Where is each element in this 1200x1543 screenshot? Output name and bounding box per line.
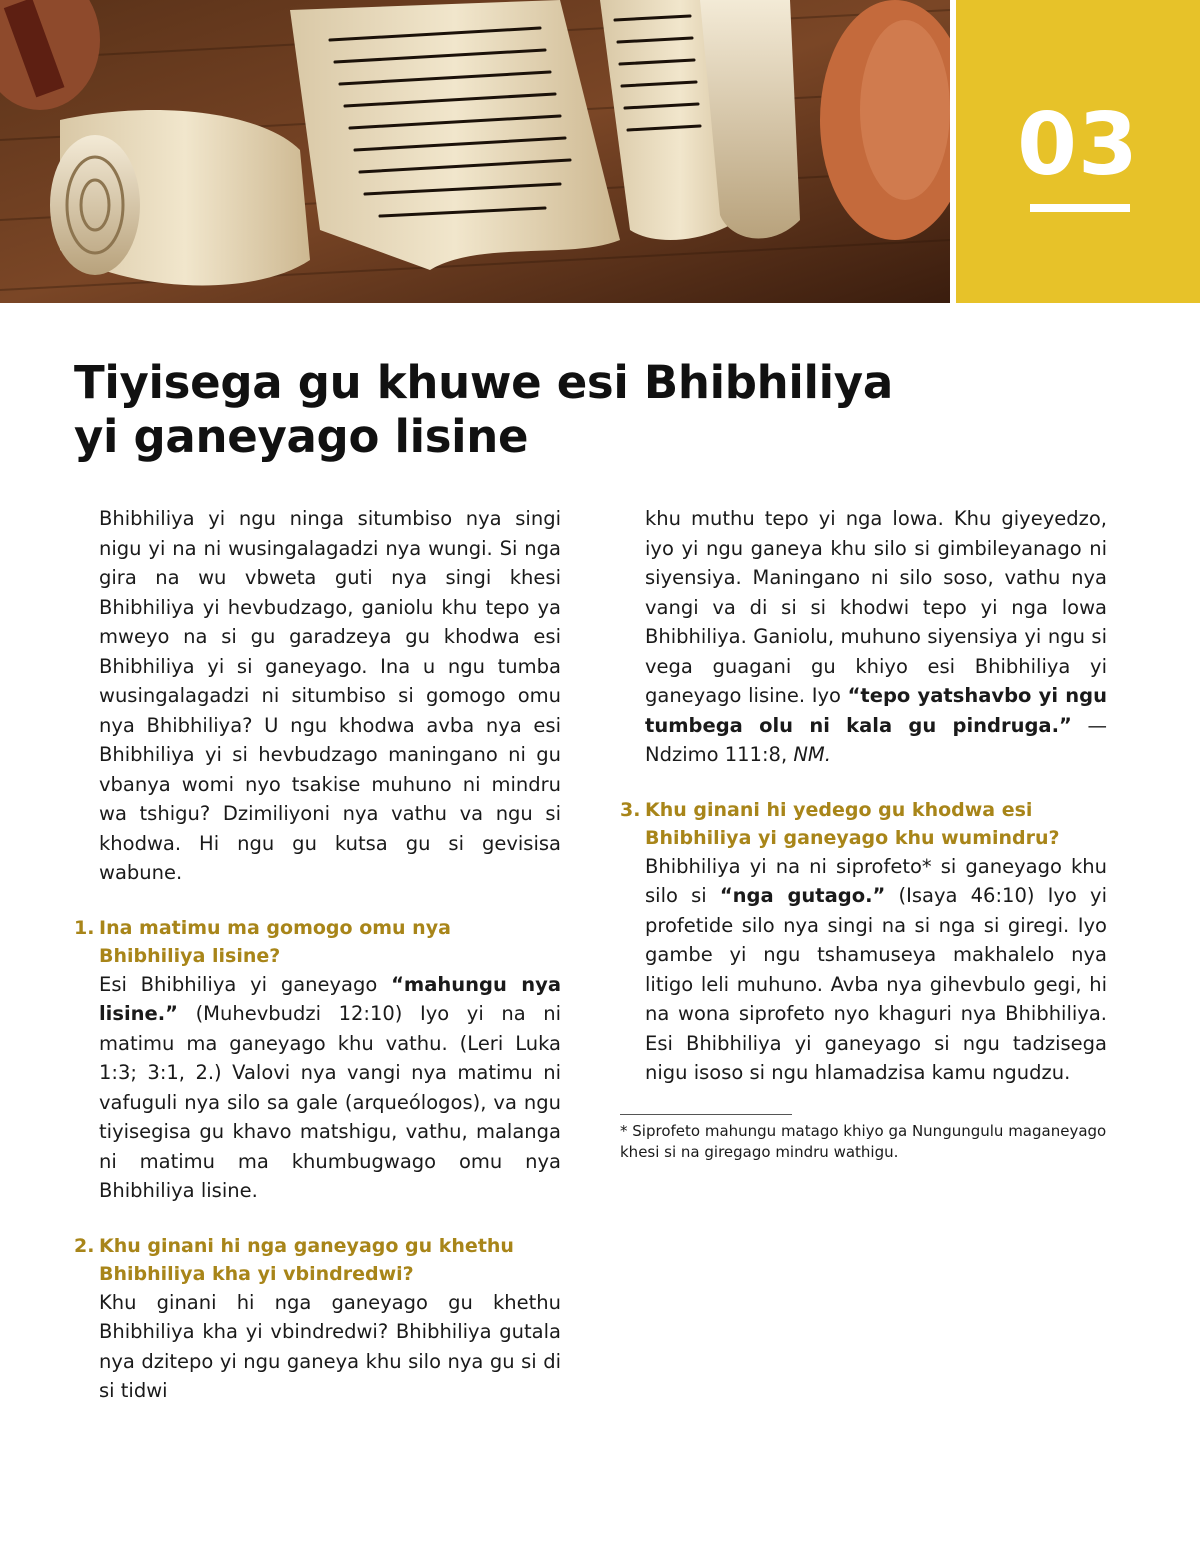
question-3: [620, 796, 1107, 852]
footnote-divider: [620, 1114, 792, 1115]
question-1-text: Ina matimu ma gomogo omu nya Bhibhiliya lisine?: [99, 916, 451, 967]
answer-1: [74, 970, 561, 1206]
answer-3: [620, 852, 1107, 1088]
answer-1-part-a: Esi Bhibhiliya yi ganeyago: [99, 972, 392, 996]
lesson-number: 03: [1017, 95, 1139, 195]
question-1: [74, 914, 561, 970]
question-2: [74, 1232, 561, 1288]
intro-paragraph: Bhibhiliya yi ngu ninga situmbiso nya singi nigu yi na ni wusingalagadzi nya wungi. Si nga gira na wu vbweta guti nya singi khesi Bhibhiliya yi hevbudzago, ganiolu khu tepo ya mweyo na si gu garadzeya gu khodwa esi Bhibhiliya yi si ganeyago. Ina u ngu tumba wusingalagadzi ni situmbiso si gomogo omu nya Bhibhiliya? U ngu khodwa avba nya esi Bhibhiliya yi si hevbudzago maningano ni gu vbanya womi nyo tsakise muhuno ni mindru wa tshigu? Dzimiliyoni nya vathu va ngu si khodwa. Hi ngu gu kutsa gu si gevisisa wabune.: [99, 507, 561, 884]
answer-2-part-a: Khu ginani hi nga ganeyago gu khethu Bhibhiliya kha yi vbindredwi? Bhibhiliya gutala nya dzitepo yi ngu ganeya khu silo nya gu si di si tidwi: [99, 1290, 561, 1402]
footnote: * Siprofeto mahungu matago khiyo ga Nungungulu maganeyago khesi si na giregago mindru wathigu.: [620, 1121, 1107, 1161]
answer-2-citation: — Ndzimo 111:8,: [645, 713, 1108, 766]
badge-underline: [1030, 204, 1130, 212]
question-1-number: 1.: [74, 916, 95, 939]
title-line-1: Tiyisega gu khuwe esi Bhibhiliya: [74, 356, 893, 409]
left-column: [74, 504, 561, 1406]
question-3-number: 3.: [620, 798, 641, 821]
answer-1-part-b: (Muhevbudzi 12:10) Iyo yi na ni matimu ma ganeyago khu vathu. (Leri Luka 1:3; 3:1, 2.) Valovi nya vangi nya matimu ni vafuguli nya silo sa gale (arqueólogos), va ngu tiyisegisa gu khavo matshigu, vathu, malanga ni matimu ma khumbugwago omu nya Bhibhiliya lisine.: [99, 1002, 561, 1202]
right-column: [620, 504, 1107, 1163]
answer-2-continued: [620, 504, 1107, 770]
answer-2-part-b: khu muthu tepo yi nga lowa. Khu giyeyedzo, iyo yi ngu ganeya khu silo si gimbileyanago ni siyensiya. Maningano ni silo soso, vathu nya vangi va di si si khodwi tepo yi nga lowa Bhibhiliya. Ganiolu, muhuno siyensiya yi ngu si vega guagani gu khiyo esi Bhibhiliya yi ganeyago lisine. Iyo: [645, 507, 1107, 707]
answer-2-quote: “tepo yatshavbo yi ngu tumbega olu ni kala gu pindruga.”: [645, 684, 1107, 737]
answer-3-part-a: Bhibhiliya yi na ni siprofeto* si ganeyago khu silo si: [645, 854, 1107, 907]
answer-3-part-b: (Isaya 46:10) Iyo yi profetide silo nya singi na si nga si giregi. Iyo gambe yi ngu tshamuseya makhalelo nya litigo leli muhuno. Avba nya gihevbulo gegi, hi na wona siprofeto nyo khaguri nya Bhibhiliya. Esi Bhibhiliya yi ganeyago si ngu tadzisega nigu isoso si ngu hlamadzisa kamu ngudzu.: [645, 884, 1107, 1084]
question-2-text: Khu ginani hi nga ganeyago gu khethu Bhibhiliya kha yi vbindredwi?: [99, 1234, 514, 1285]
header-image: [0, 0, 950, 303]
answer-2-start: [74, 1288, 561, 1406]
question-2-number: 2.: [74, 1234, 95, 1257]
lesson-badge: [956, 0, 1200, 303]
answer-2-citation-version: NM.: [793, 743, 831, 766]
answer-1-quote: “mahungu nya lisine.”: [99, 972, 561, 1025]
page-title: [74, 356, 974, 464]
scroll-image: [0, 0, 950, 303]
answer-3-quote: “nga gutago.”: [719, 884, 886, 907]
title-line-2: yi ganeyago lisine: [74, 410, 529, 463]
question-3-text: Khu ginani hi yedego gu khodwa esi Bhibhiliya yi ganeyago khu wumindru?: [645, 798, 1060, 849]
